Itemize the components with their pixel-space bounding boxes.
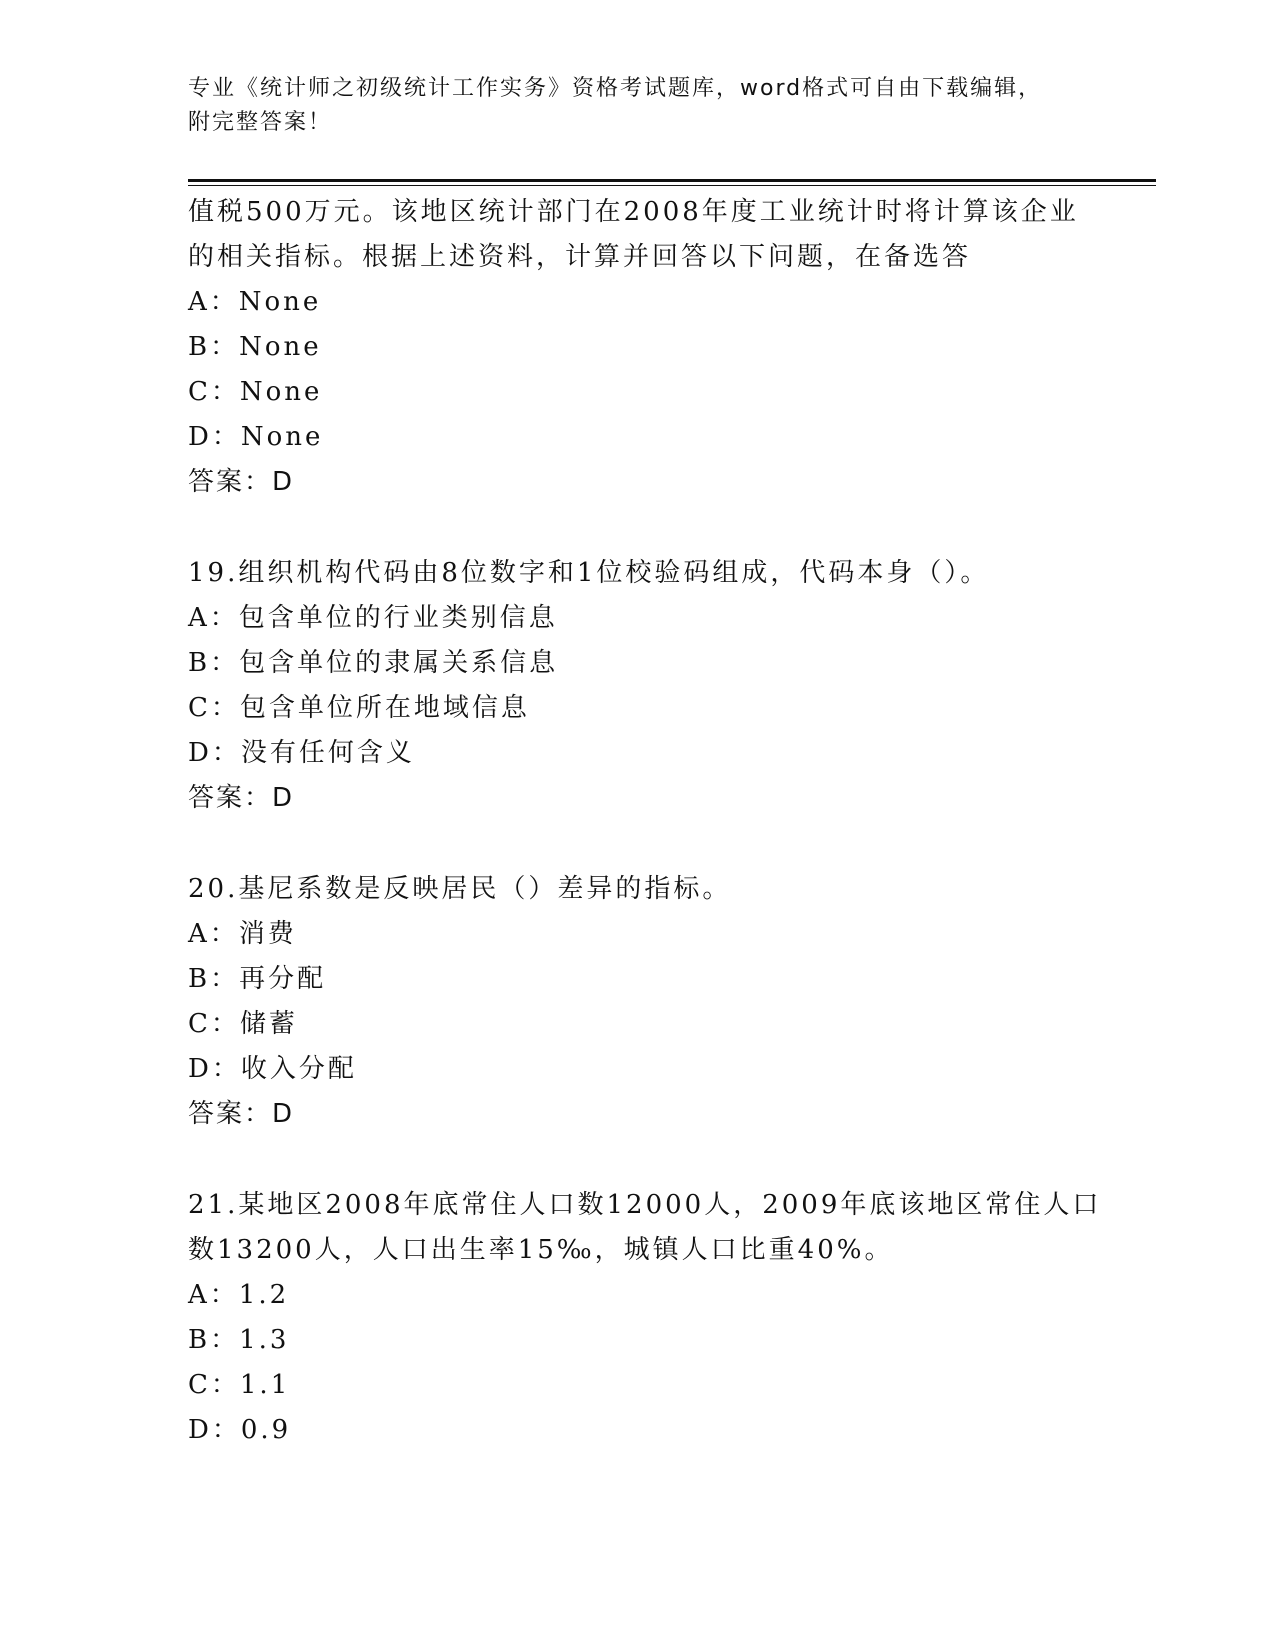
question-text-line: 值税500万元。该地区统计部门在2008年度工业统计时将计算该企业 (188, 197, 1079, 227)
answer-line: 答案：D (188, 467, 295, 497)
option-d: D：None (188, 422, 324, 452)
option-b: B：再分配 (188, 964, 327, 994)
spacer (188, 1137, 1108, 1183)
question-18 (188, 190, 1108, 505)
spacer (188, 505, 1108, 551)
question-19 (188, 551, 1108, 821)
option-c: C：包含单位所在地域信息 (188, 693, 530, 723)
answer-line: 答案：D (188, 783, 295, 813)
option-b: B：None (188, 332, 322, 362)
option-a: A：1.2 (188, 1280, 290, 1310)
option-c: C：1.1 (188, 1370, 291, 1400)
question-text-line: 的相关指标。根据上述资料，计算并回答以下问题，在备选答 (188, 242, 972, 272)
option-b: B：包含单位的隶属关系信息 (188, 648, 559, 678)
option-a: A：消费 (188, 919, 297, 949)
option-a: A：包含单位的行业类别信息 (188, 603, 558, 633)
question-text-line: 19.组织机构代码由8位数字和1位校验码组成，代码本身（）。 (188, 558, 990, 588)
question-20 (188, 867, 1108, 1137)
question-text-line: 21.某地区2008年底常住人口数12000人，2009年底该地区常住人口 (188, 1190, 1102, 1220)
header-rule-thin (188, 185, 1156, 186)
header-line-2: 附完整答案！ (188, 110, 333, 135)
question-list (188, 190, 1108, 1453)
option-d: D：0.9 (188, 1415, 292, 1445)
header-line-1: 专业《统计师之初级统计工作实务》资格考试题库，word格式可自由下载编辑， (188, 76, 1043, 101)
answer-line: 答案：D (188, 1099, 295, 1129)
question-21 (188, 1183, 1108, 1453)
option-b: B：1.3 (188, 1325, 290, 1355)
question-text-line: 20.基尼系数是反映居民（）差异的指标。 (188, 874, 732, 904)
option-c: C：None (188, 377, 323, 407)
option-d: D：收入分配 (188, 1054, 357, 1084)
option-d: D：没有任何含义 (188, 738, 415, 768)
spacer (188, 821, 1108, 867)
question-text-line: 数13200人，人口出生率15‰，城镇人口比重40%。 (188, 1235, 894, 1265)
option-a: A：None (188, 287, 322, 317)
header-rule-thick (188, 179, 1156, 182)
page-header (188, 72, 1088, 140)
option-c: C：储蓄 (188, 1009, 298, 1039)
